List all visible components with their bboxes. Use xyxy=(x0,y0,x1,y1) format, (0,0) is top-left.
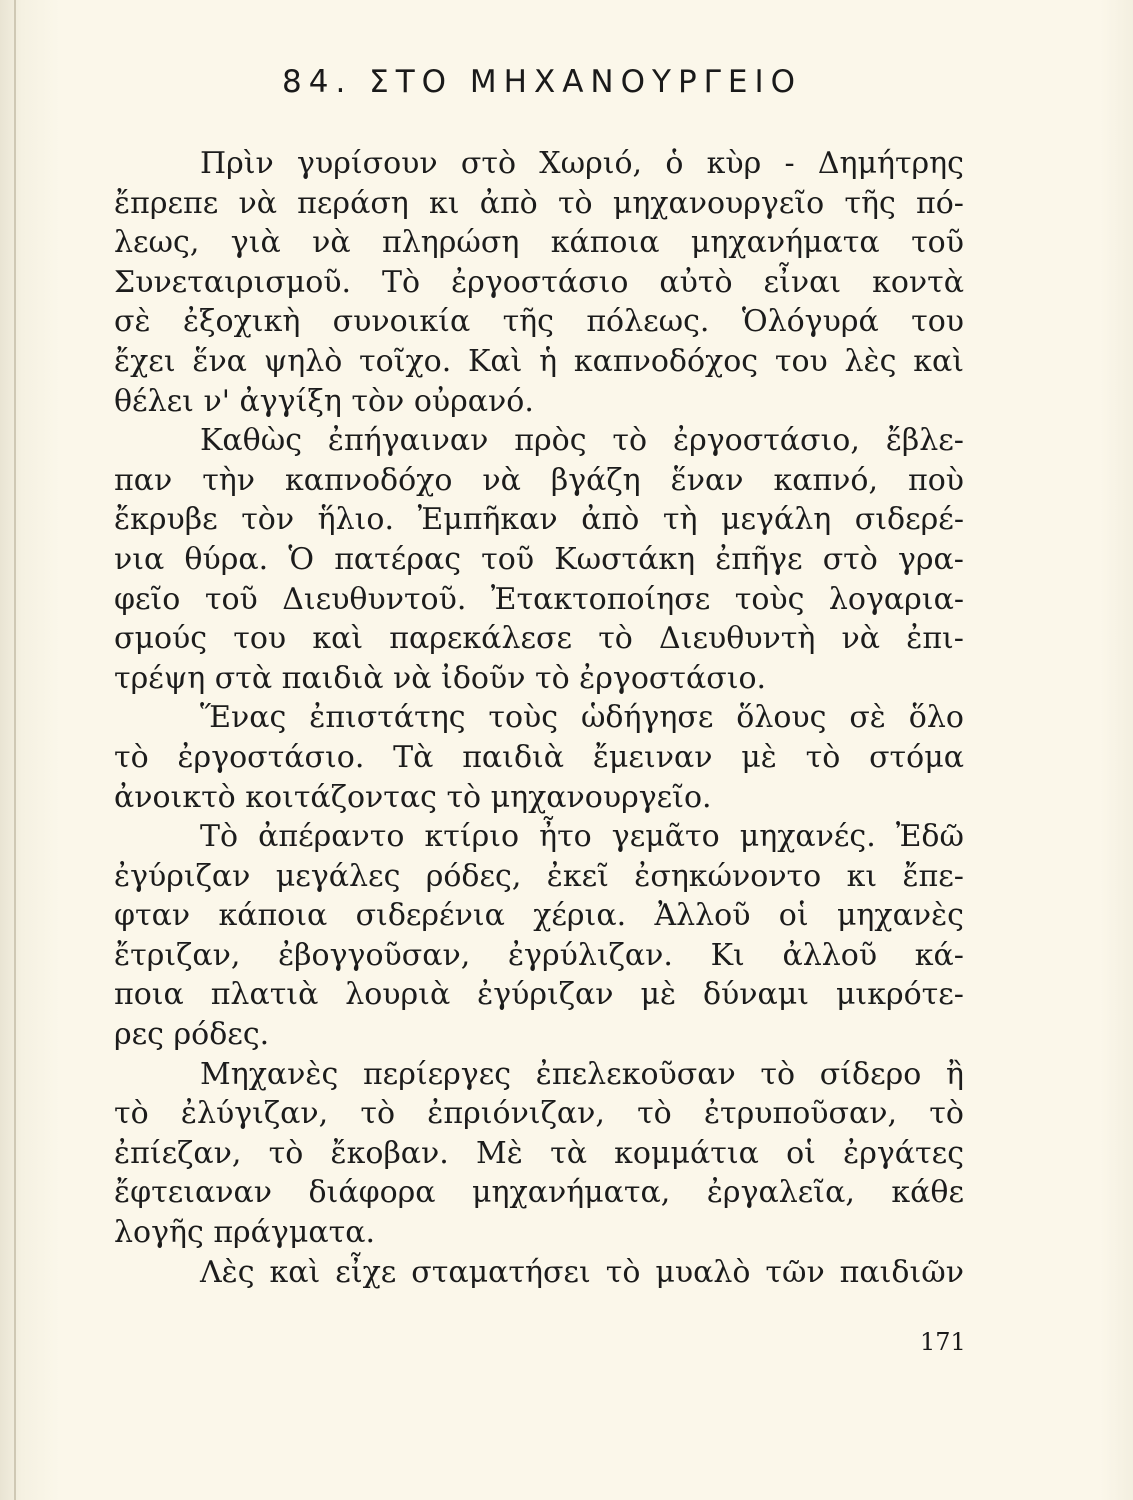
text-line: ἀνοικτὸ κοιτάζοντας τὸ μηχανουργεῖο. xyxy=(114,779,712,815)
text-line: τὸ ἐργοστάσιο. Τὰ παιδιὰ ἔμειναν μὲ τὸ στόμα xyxy=(114,739,964,775)
text-line: Ἕνας ἐπιστάτης τοὺς ὡδήγησε ὅλους σὲ ὅλο xyxy=(200,700,964,736)
text-line: ἔφτειαναν διάφορα μηχανήματα, ἐργαλεῖα, κάθε xyxy=(114,1175,964,1211)
text-line: ἔχει ἕνα ψηλὸ τοῖχο. Καὶ ἡ καπνοδόχος του λὲς καὶ xyxy=(114,343,964,379)
text-line: Μηχανὲς περίεργες ἐπελεκοῦσαν τὸ σίδερο ἢ xyxy=(200,1056,964,1092)
text-line: σμούς του καὶ παρεκάλεσε τὸ Διευθυντὴ νὰ ἐπι- xyxy=(114,621,964,657)
text-line: λεως, γιὰ νὰ πληρώση κάποια μηχανήματα τοῦ xyxy=(114,225,964,261)
binding-edge xyxy=(14,0,16,1500)
chapter-body xyxy=(114,144,964,1292)
text-line: λογῆς πράγματα. xyxy=(114,1215,376,1251)
text-line: τὸ ἐλύγιζαν, τὸ ἐπριόνιζαν, τὸ ἐτρυποῦσαν, τὸ xyxy=(114,1096,964,1132)
text-line: φεῖο τοῦ Διευθυντοῦ. Ἐτακτοποίησε τοὺς λογαρια- xyxy=(114,581,964,617)
text-line: ἔπρεπε νὰ περάση κι ἀπὸ τὸ μηχανουργεῖο τῆς πό- xyxy=(114,185,964,221)
text-line: παν τὴν καπνοδόχο νὰ βγάζη ἕναν καπνό, ποὺ xyxy=(114,462,964,498)
text-line: θέλει ν' ἀγγίξη τὸν οὐρανό. xyxy=(114,383,534,419)
text-line: Συνεταιρισμοῦ. Τὸ ἐργοστάσιο αὐτὸ εἶναι κοντὰ xyxy=(114,264,964,300)
text-line: Λὲς καὶ εἶχε σταματήσει τὸ μυαλὸ τῶν παιδιῶν xyxy=(200,1254,964,1290)
text-line: νια θύρα. Ὁ πατέρας τοῦ Κωστάκη ἐπῆγε στὸ γρα- xyxy=(114,541,964,577)
chapter-heading: 84. ΣΤΟ ΜΗΧΑΝΟΥΡΓΕΙΟ xyxy=(282,64,803,100)
text-line: ρες ρόδες. xyxy=(114,1017,270,1053)
text-line: ποια πλατιὰ λουριὰ ἐγύριζαν μὲ δύναμι μικρότε- xyxy=(114,977,964,1013)
text-line: τρέψη στὰ παιδιὰ νὰ ἰδοῦν τὸ ἐργοστάσιο. xyxy=(114,660,767,696)
text-line: ἔκρυβε τὸν ἥλιο. Ἐμπῆκαν ἀπὸ τὴ μεγάλη σιδερέ- xyxy=(114,502,964,538)
text-line: φταν κάποια σιδερένια χέρια. Ἀλλοῦ οἱ μηχανὲς xyxy=(114,898,964,934)
text-line: Πρὶν γυρίσουν στὸ Χωριό, ὁ κὺρ - Δημήτρης xyxy=(200,146,964,181)
page-number: 171 xyxy=(920,1328,966,1356)
text-line: σὲ ἐξοχικὴ συνοικία τῆς πόλεως. Ὁλόγυρά του xyxy=(114,304,964,340)
text-line: ἐγύριζαν μεγάλες ρόδες, ἐκεῖ ἐσηκώνοντο κι ἔπε- xyxy=(114,858,964,894)
text-line: ἔτριζαν, ἐβογγοῦσαν, ἐγρύλιζαν. Κι ἀλλοῦ κά- xyxy=(114,937,964,973)
text-line: Καθὼς ἐπήγαιναν πρὸς τὸ ἐργοστάσιο, ἔβλε- xyxy=(200,423,964,459)
text-line: Τὸ ἀπέραντο κτίριο ἦτο γεμᾶτο μηχανές. Ἐδῶ xyxy=(200,819,964,855)
text-line: ἐπίεζαν, τὸ ἔκοβαν. Μὲ τὰ κομμάτια οἱ ἐργάτες xyxy=(114,1135,964,1171)
